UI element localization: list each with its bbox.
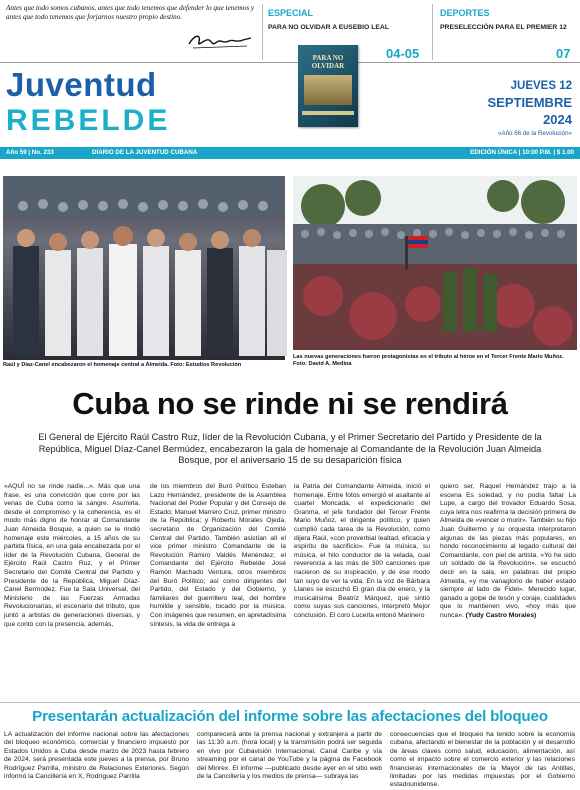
issue-band bbox=[0, 147, 580, 159]
book-illustration bbox=[304, 75, 352, 105]
book-title: PARA NO OLVIDAR bbox=[311, 54, 345, 70]
main-headline[interactable]: Cuba no se rinde ni se rendirá bbox=[72, 386, 508, 421]
second-article-body bbox=[4, 731, 576, 789]
article-column-4-text: quiero ser, Raquel Hernández trajo a la escena Es soledad, y no podía faltar La Lupe, a cargo del trovador Eduardo Sosa, cuya letra nos reafirma la decisión primera de Almeida de «vencer o morir». También su hijo Juan Guillermo y su orquesta interpretaron algunas de las piezas más populares, en hondo reconocimiento al legado cultural del Comandante, con piel de artista. «Yo he sido un soldado de la Revolución», se escuchó decir en la sala, en palabras del propio Almeida, «y me vanaglorio de haber estado siempre al lado de Fidel». Merecido lugar, ganado a golpe de tesón y coraje, cualidades que lo mantienen vivo, «hoy más que nunca». bbox=[440, 483, 576, 619]
date-weekday: JUEVES 12 bbox=[510, 80, 572, 92]
second-headline[interactable]: Presentarán actualización del informe sobre las afectaciones del bloqueo bbox=[32, 708, 548, 725]
especial-label: ESPECIAL bbox=[268, 8, 314, 18]
masthead-rebelde[interactable]: REBELDE bbox=[6, 104, 171, 137]
article-byline: (Yudy Castro Morales) bbox=[465, 611, 537, 619]
top-strip bbox=[0, 0, 580, 62]
second-column-1: LA actualización del informe nacional sobre las afectaciones del bloqueo económico, comercial y financiero impuesto por Estados Unidos a Cuba desde marzo de 2023 hasta febrero de 2024, será presentada este jueves a la prensa, por Bruno Rodríguez Parrilla, ministro de Relaciones Exteriores. Según informó la Cancillería en X, Rodríguez Parrilla bbox=[4, 731, 189, 781]
edition-info: EDICIÓN ÚNICA | 10:00 P.M. | $ 1.00 bbox=[470, 149, 574, 156]
deportes-link[interactable]: PRESELECCIÓN PARA EL PREMIER 12 bbox=[440, 24, 567, 31]
masthead-juventud[interactable]: Juventud bbox=[6, 66, 157, 103]
book-cover-image[interactable] bbox=[298, 45, 358, 127]
rule bbox=[0, 62, 580, 63]
especial-link[interactable]: PARA NO OLVIDAR A EUSEBIO LEAL bbox=[268, 24, 389, 31]
book-bar bbox=[302, 111, 354, 115]
photo-tercer-frente-image bbox=[293, 176, 577, 350]
divider bbox=[432, 4, 433, 60]
photo-gala[interactable] bbox=[3, 176, 285, 360]
photo-tercer-frente[interactable] bbox=[293, 176, 577, 350]
anniversary-line: «Año 66 de la Revolución» bbox=[498, 130, 572, 137]
photo-gala-image bbox=[3, 176, 285, 360]
paper-tagline: DIARIO DE LA JUVENTUD CUBANA bbox=[92, 149, 198, 156]
issue-number: Año 59 | No. 233 bbox=[6, 149, 54, 156]
main-article-body bbox=[4, 483, 576, 683]
divider bbox=[262, 4, 263, 60]
second-column-3: consecuencias que el bloqueo ha tenido sobre la economía cubana, afectando el bienestar de la población y el desarrollo de áreas claves como salud, educación, alimentación, así como el impacto sobre el comercio exterior y las relaciones financieras internacionales de la Mayor de las Antillas, limitadas por las medidas impuestas por el Gobierno estadounidense. bbox=[390, 731, 575, 789]
signature-icon bbox=[185, 30, 255, 52]
date-month: SEPTIEMBRE bbox=[487, 95, 572, 110]
photo-gala-caption: Raúl y Díaz-Canel encabezaron el homenaje central a Almeida. Foto: Estudios Revolución bbox=[3, 362, 242, 368]
fidel-quote: Antes que todo somos cubanos, antes que todo tenemos que defender lo que tenemos y antes que todo tenemos que forjarnos nuestro propio destino. bbox=[6, 4, 255, 21]
deportes-page: 07 bbox=[556, 46, 571, 61]
rule bbox=[0, 702, 580, 703]
article-column-2: de los miembros del Buró Político Esteban Lazo Hernández, presidente de la Asamblea Nacional del Poder Popular y del Consejo de Estado; Manuel Marrero Cruz, primer ministro de la República; y Roberto Morales Ojeda, secretario de Organización del Comité Central del Partido. También asistían all el vice primer ministro Comandante de la Revolución Ramiro Valdés Menéndez; el Comandante del Ejército Rebelde José Ramón Machado Ventura, otros miembros del Buró Político; así como dirigentes del Partido, del Estado y del Gobierno, y familiares del guerrillero leal, del hombre humilde y sensible, tocado por la música. Con imágenes que resumen, en apretadísima síntesis, la vida de entrega a bbox=[150, 483, 286, 628]
especial-pages: 04-05 bbox=[386, 46, 420, 61]
article-column-1: «AQUÍ no se rinde nadie...». Más que una frase, es una convicción que corre por las venas de Cuba como la sangre. Asumirla, desde el compromiso y la coherencia, es el modo más digno de honrar al Comandante Juan Almeida Bosque, a quien se le rindió homenaje este miércoles, a 15 años de su partida física, en una gala encabezada por el líder de la Revolución Cubana, General de Ejército Raúl Castro Ruz, y el Primer Secretario del Comité Central del Partido y Presidente de la República, Miguel Díaz-Canel Bermúdez. Fue la Sala Universal, del Ministerio de las Fuerzas Armadas Revolucionarias, el escenario del tributo, que juntó a artistas de generaciones diversas, y que contó con la presencia, además, bbox=[4, 483, 140, 628]
article-column-4 bbox=[440, 483, 576, 621]
date-year: 2024 bbox=[543, 112, 572, 127]
deportes-label: DEPORTES bbox=[440, 8, 490, 18]
main-deck: El General de Ejército Raúl Castro Ruz, líder de la Revolución Cubana, y el Primer Secretario del Partido y Presidente de la República, Miguel Díaz-Canel Bermúdez, encabezaron la gala de homenaje al Comandante de la Revolución Juan Almeida Bosque, por el aniversario 15 de su desaparición física bbox=[38, 432, 542, 466]
second-column-2: comparecerá ante la prensa nacional y extranjera a partir de las 11:30 a.m. (hora local) y la transmisión podrá ser seguida en vivo por Cubavisión Internacional, Canal Caribe y vía streaming por el canal de YouTube y la página de Facebook del Minrex. El informe —publicado desde ayer en el sitio web de la Cancillería y los medios de prensa— subraya las bbox=[197, 731, 382, 781]
photo-tercer-frente-caption: Las nuevas generaciones fueron protagonistas en el tributo al héroe en el Tercer Frente Mario Muñoz. Foto: David A. Medina bbox=[293, 354, 564, 367]
article-column-3: la Patria del Comandante Almeida, inició el homenaje. Entre fotos emergió el asaltante al cuartel Moncada, el expedicionario del Granma, el jefe fundador del Tercer Frente Mario Muñoz, el dirigente político, y quien cumplió cada tarea de la Revolución, como dijera Raúl, «con proverbial lealtad, eficacia y espíritu de sacrificio». Fue la música, su música, el hilo conductor de la velada, cual reverencia a las más de 300 canciones que nacieron de su inspiración, y de ese modo tan suyo de ver la vida. En la voz de Bárbara Llanes se escuchó El gran día de enero, y la musicalísima Beatriz Márquez, que sintió como suyas sus canciones, interpretó Mejor conclusión. El coro Luceíta entonó Marinero bbox=[294, 483, 430, 619]
